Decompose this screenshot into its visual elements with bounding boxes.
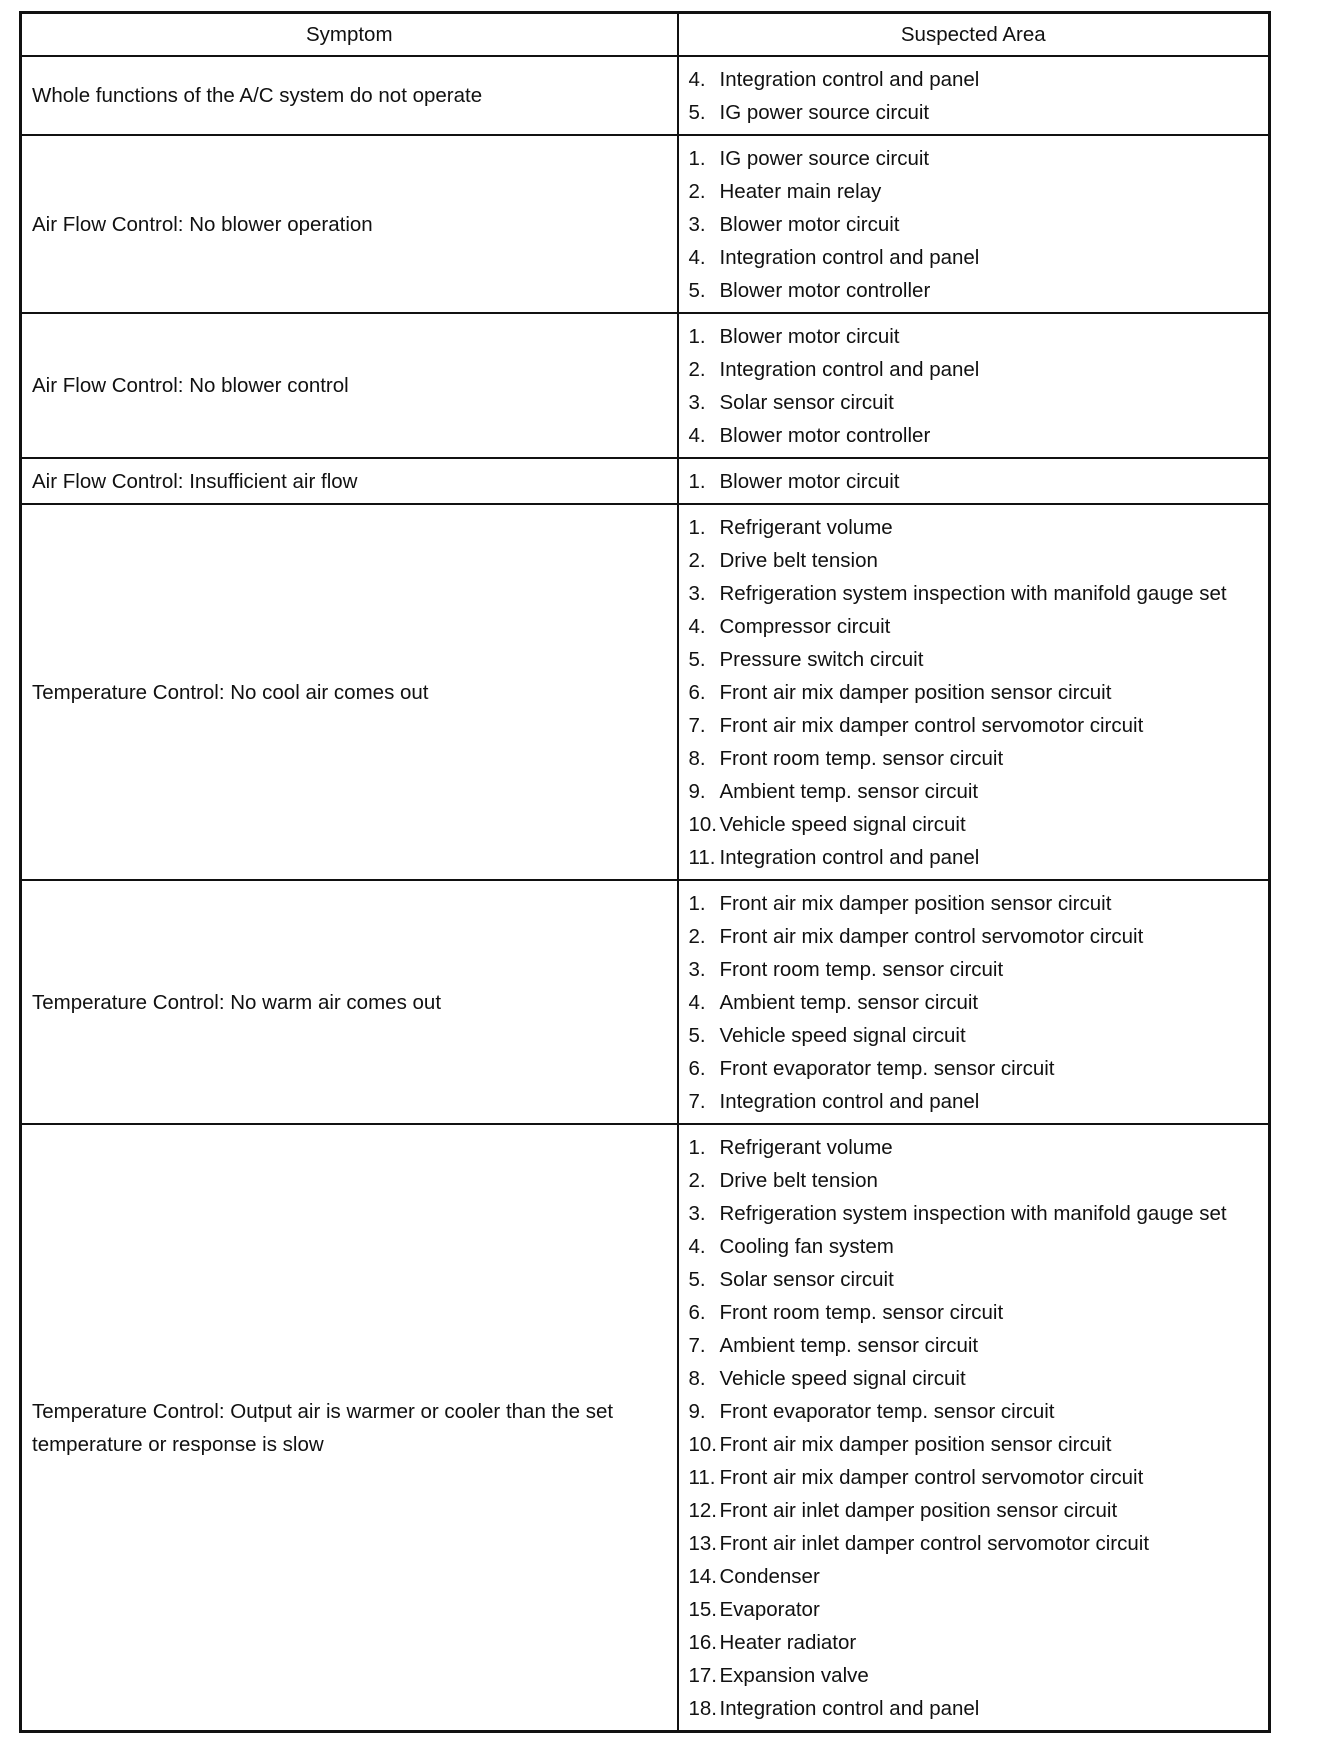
area-item-text: Front evaporator temp. sensor circuit bbox=[719, 1057, 1055, 1080]
symptom-cell: Temperature Control: Output air is warmer or cooler than the set temperature or response is slow bbox=[21, 1124, 678, 1732]
suspected-area-item bbox=[679, 808, 1269, 841]
area-item-number: 6. bbox=[688, 1301, 706, 1324]
area-item-number: 2. bbox=[688, 358, 706, 381]
symptom-cell: Air Flow Control: No blower control bbox=[21, 313, 678, 458]
area-item-number: 11. bbox=[688, 1466, 716, 1489]
area-item-number: 1. bbox=[688, 325, 706, 348]
area-item-text: Refrigeration system inspection with manifold gauge set bbox=[719, 582, 1227, 605]
area-item-number: 2. bbox=[688, 925, 706, 948]
area-item-number: 4. bbox=[688, 991, 706, 1014]
area-item-number: 2. bbox=[688, 180, 706, 203]
suspected-area-cell bbox=[678, 880, 1270, 1124]
area-item-text: IG power source circuit bbox=[719, 147, 930, 170]
area-item-number: 1. bbox=[688, 1136, 706, 1159]
area-item-text: Front evaporator temp. sensor circuit bbox=[719, 1400, 1055, 1423]
symptom-table bbox=[19, 11, 1271, 1733]
area-item-number: 5. bbox=[688, 101, 706, 124]
area-item-number: 16. bbox=[688, 1631, 717, 1654]
area-item-text: Front air mix damper control servomotor circuit bbox=[719, 1466, 1144, 1489]
area-item-text: Integration control and panel bbox=[719, 68, 980, 91]
area-item-number: 3. bbox=[688, 582, 706, 605]
suspected-area-item bbox=[679, 577, 1269, 610]
area-item-text: Solar sensor circuit bbox=[719, 1268, 894, 1291]
suspected-area-item bbox=[679, 1494, 1269, 1527]
area-item-number: 4. bbox=[688, 615, 706, 638]
area-item-text: Pressure switch circuit bbox=[719, 648, 924, 671]
area-item-number: 10. bbox=[688, 813, 717, 836]
area-item-text: Condenser bbox=[719, 1565, 820, 1588]
area-item-text: Front room temp. sensor circuit bbox=[719, 1301, 1004, 1324]
table-body bbox=[21, 56, 1270, 1732]
area-item-text: Front air mix damper position sensor circuit bbox=[719, 1433, 1112, 1456]
suspected-area-item bbox=[679, 1362, 1269, 1395]
area-item-text: Compressor circuit bbox=[719, 615, 891, 638]
area-item-text: Solar sensor circuit bbox=[719, 391, 894, 414]
suspected-area-item bbox=[679, 1692, 1269, 1725]
symptom-cell: Air Flow Control: No blower operation bbox=[21, 135, 678, 313]
area-item-number: 4. bbox=[688, 246, 706, 269]
suspected-area-item bbox=[679, 1230, 1269, 1263]
area-item-text: Heater radiator bbox=[719, 1631, 857, 1654]
area-item-text: Front air mix damper position sensor circuit bbox=[719, 892, 1112, 915]
area-item-number: 11. bbox=[688, 846, 716, 869]
suspected-area-item bbox=[679, 511, 1269, 544]
area-item-text: Integration control and panel bbox=[719, 1090, 980, 1113]
suspected-area-item bbox=[679, 1263, 1269, 1296]
area-item-number: 13. bbox=[688, 1532, 717, 1555]
area-item-text: Front room temp. sensor circuit bbox=[719, 747, 1004, 770]
suspected-area-item bbox=[679, 920, 1269, 953]
area-item-number: 9. bbox=[688, 1400, 706, 1423]
suspected-area-cell bbox=[678, 313, 1270, 458]
table-row bbox=[21, 458, 1270, 504]
area-item-number: 3. bbox=[688, 213, 706, 236]
area-item-number: 15. bbox=[688, 1598, 717, 1621]
area-item-text: Front room temp. sensor circuit bbox=[719, 958, 1004, 981]
suspected-area-cell bbox=[678, 135, 1270, 313]
area-item-number: 3. bbox=[688, 958, 706, 981]
suspected-area-item bbox=[679, 1626, 1269, 1659]
suspected-area-item bbox=[679, 1164, 1269, 1197]
area-item-text: Front air mix damper position sensor circuit bbox=[719, 681, 1112, 704]
suspected-area-item bbox=[679, 1560, 1269, 1593]
suspected-area-item bbox=[679, 1019, 1269, 1052]
area-item-text: Ambient temp. sensor circuit bbox=[719, 1334, 979, 1357]
suspected-area-item bbox=[679, 1527, 1269, 1560]
area-item-text: Expansion valve bbox=[719, 1664, 869, 1687]
suspected-area-item bbox=[679, 1659, 1269, 1692]
suspected-area-item bbox=[679, 142, 1269, 175]
area-item-text: Front air mix damper control servomotor circuit bbox=[719, 925, 1144, 948]
suspected-area-item bbox=[679, 841, 1269, 874]
symptom-cell: Whole functions of the A/C system do not operate bbox=[21, 56, 678, 135]
area-item-number: 14. bbox=[688, 1565, 717, 1588]
area-item-text: Evaporator bbox=[719, 1598, 820, 1621]
symptom-column-header: Symptom bbox=[21, 13, 678, 57]
suspected-area-item bbox=[679, 544, 1269, 577]
area-item-number: 4. bbox=[688, 424, 706, 447]
table-row bbox=[21, 1124, 1270, 1732]
area-item-number: 5. bbox=[688, 1024, 706, 1047]
area-item-text: Blower motor controller bbox=[719, 424, 931, 447]
suspected-area-item bbox=[679, 709, 1269, 742]
area-item-number: 1. bbox=[688, 892, 706, 915]
table-row bbox=[21, 504, 1270, 880]
suspected-area-item bbox=[679, 742, 1269, 775]
area-item-number: 17. bbox=[688, 1664, 717, 1687]
suspected-area-cell bbox=[678, 56, 1270, 135]
area-item-text: Integration control and panel bbox=[719, 846, 980, 869]
area-item-number: 9. bbox=[688, 780, 706, 803]
area-item-text: Vehicle speed signal circuit bbox=[719, 1367, 966, 1390]
area-item-number: 4. bbox=[688, 68, 706, 91]
area-item-number: 8. bbox=[688, 1367, 706, 1390]
area-item-number: 1. bbox=[688, 470, 706, 493]
symptom-cell: Temperature Control: No warm air comes out bbox=[21, 880, 678, 1124]
symptom-cell: Temperature Control: No cool air comes out bbox=[21, 504, 678, 880]
suspected-area-item bbox=[679, 775, 1269, 808]
area-item-number: 5. bbox=[688, 1268, 706, 1291]
suspected-area-cell bbox=[678, 458, 1270, 504]
area-item-text: Front air inlet damper control servomotor circuit bbox=[719, 1532, 1150, 1555]
area-item-text: Front air mix damper control servomotor circuit bbox=[719, 714, 1144, 737]
area-item-text: Refrigerant volume bbox=[719, 516, 893, 539]
area-item-text: Blower motor controller bbox=[719, 279, 931, 302]
suspected-area-item bbox=[679, 1296, 1269, 1329]
suspected-area-item bbox=[679, 465, 1269, 498]
suspected-area-item bbox=[679, 274, 1269, 307]
area-item-text: Heater main relay bbox=[719, 180, 882, 203]
area-item-number: 2. bbox=[688, 549, 706, 572]
suspected-area-item bbox=[679, 63, 1269, 96]
area-item-number: 3. bbox=[688, 1202, 706, 1225]
area-item-number: 5. bbox=[688, 648, 706, 671]
suspected-area-item bbox=[679, 610, 1269, 643]
area-item-number: 1. bbox=[688, 516, 706, 539]
suspected-area-item bbox=[679, 241, 1269, 274]
area-item-text: Refrigeration system inspection with manifold gauge set bbox=[719, 1202, 1227, 1225]
area-item-text: Blower motor circuit bbox=[719, 325, 900, 348]
area-item-number: 7. bbox=[688, 1334, 706, 1357]
area-item-text: Blower motor circuit bbox=[719, 470, 900, 493]
area-item-text: Blower motor circuit bbox=[719, 213, 900, 236]
area-item-number: 7. bbox=[688, 714, 706, 737]
suspected-area-column-header: Suspected Area bbox=[678, 13, 1270, 57]
area-item-number: 10. bbox=[688, 1433, 717, 1456]
area-item-text: Vehicle speed signal circuit bbox=[719, 1024, 966, 1047]
suspected-area-item bbox=[679, 419, 1269, 452]
suspected-area-item bbox=[679, 1197, 1269, 1230]
table-row bbox=[21, 313, 1270, 458]
area-item-number: 3. bbox=[688, 391, 706, 414]
area-item-number: 1. bbox=[688, 147, 706, 170]
suspected-area-item bbox=[679, 96, 1269, 129]
symptom-cell: Air Flow Control: Insufficient air flow bbox=[21, 458, 678, 504]
area-item-text: Drive belt tension bbox=[719, 549, 878, 572]
area-item-text: IG power source circuit bbox=[719, 101, 930, 124]
suspected-area-cell bbox=[678, 504, 1270, 880]
suspected-area-item bbox=[679, 953, 1269, 986]
suspected-area-item bbox=[679, 353, 1269, 386]
suspected-area-item bbox=[679, 643, 1269, 676]
area-item-text: Ambient temp. sensor circuit bbox=[719, 991, 979, 1014]
area-item-text: Front air inlet damper position sensor circuit bbox=[719, 1499, 1118, 1522]
suspected-area-item bbox=[679, 320, 1269, 353]
area-item-number: 12. bbox=[688, 1499, 717, 1522]
area-item-number: 2. bbox=[688, 1169, 706, 1192]
area-item-text: Vehicle speed signal circuit bbox=[719, 813, 966, 836]
suspected-area-item bbox=[679, 1395, 1269, 1428]
suspected-area-item bbox=[679, 1052, 1269, 1085]
suspected-area-item bbox=[679, 676, 1269, 709]
suspected-area-item bbox=[679, 986, 1269, 1019]
area-item-text: Ambient temp. sensor circuit bbox=[719, 780, 979, 803]
area-item-number: 18. bbox=[688, 1697, 717, 1720]
table-row bbox=[21, 135, 1270, 313]
suspected-area-item bbox=[679, 887, 1269, 920]
suspected-area-item bbox=[679, 1329, 1269, 1362]
area-item-text: Integration control and panel bbox=[719, 246, 980, 269]
area-item-number: 4. bbox=[688, 1235, 706, 1258]
suspected-area-item bbox=[679, 1085, 1269, 1118]
area-item-text: Refrigerant volume bbox=[719, 1136, 893, 1159]
area-item-number: 6. bbox=[688, 681, 706, 704]
area-item-number: 7. bbox=[688, 1090, 706, 1113]
suspected-area-item bbox=[679, 1131, 1269, 1164]
area-item-text: Integration control and panel bbox=[719, 1697, 980, 1720]
suspected-area-item bbox=[679, 208, 1269, 241]
suspected-area-item bbox=[679, 175, 1269, 208]
area-item-number: 6. bbox=[688, 1057, 706, 1080]
suspected-area-cell bbox=[678, 1124, 1270, 1732]
table-header-row bbox=[21, 13, 1270, 57]
area-item-number: 8. bbox=[688, 747, 706, 770]
suspected-area-item bbox=[679, 386, 1269, 419]
area-item-text: Integration control and panel bbox=[719, 358, 980, 381]
table-row bbox=[21, 56, 1270, 135]
table-row bbox=[21, 880, 1270, 1124]
area-item-text: Drive belt tension bbox=[719, 1169, 878, 1192]
suspected-area-item bbox=[679, 1428, 1269, 1461]
area-item-text: Cooling fan system bbox=[719, 1235, 894, 1258]
suspected-area-item bbox=[679, 1593, 1269, 1626]
area-item-number: 5. bbox=[688, 279, 706, 302]
suspected-area-item bbox=[679, 1461, 1269, 1494]
